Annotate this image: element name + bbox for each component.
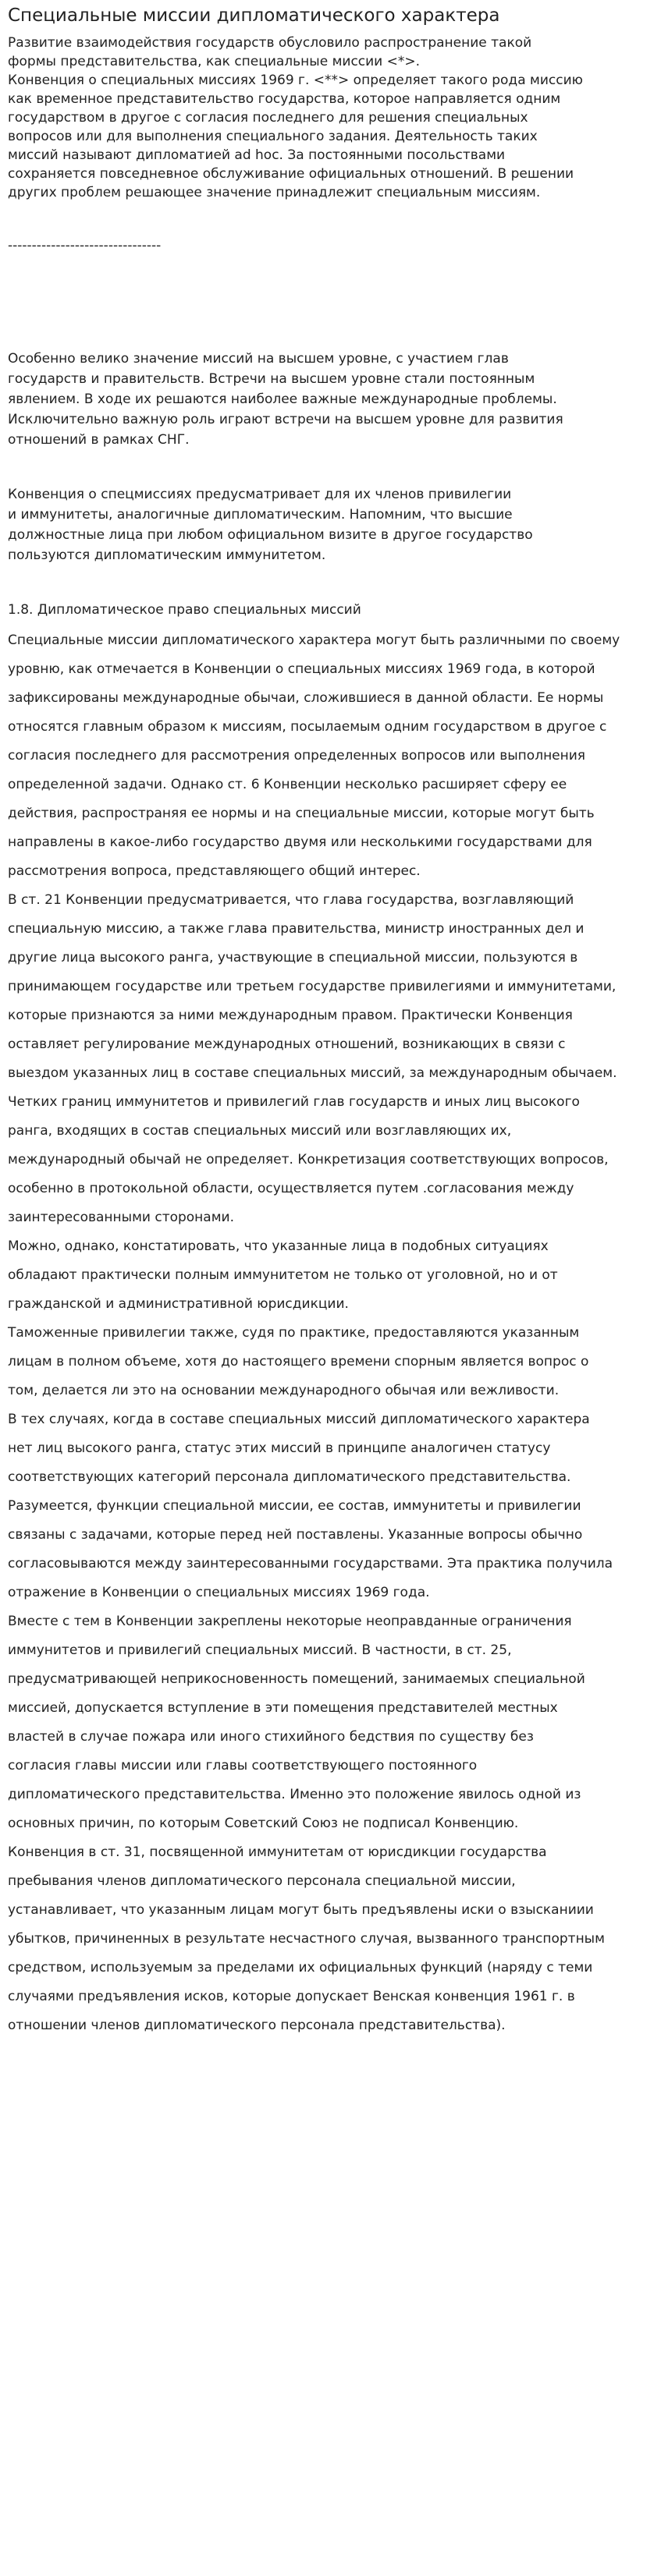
section-line: обладают практически полным иммунитетом не только от уголовной, но и от: [8, 1267, 558, 1283]
section-line: зафиксированы международные обычаи, сложившиеся в данной области. Ее нормы: [8, 690, 604, 706]
section-line: другие лица высокого ранга, участвующие в специальной миссии, пользуются в: [8, 950, 578, 966]
section-line: гражданской и административной юрисдикции.: [8, 1296, 349, 1312]
intro-line: формы представительства, как специальные миссии <*>.: [8, 54, 421, 69]
section-line: ранга, входящих в состав специальных миссий или возглавляющих их,: [8, 1123, 512, 1139]
section-line: властей в случае пожара или иного стихийного бедствия по существу без: [8, 1729, 534, 1745]
section-line: отношении членов дипломатического персонала представительства).: [8, 2018, 506, 2033]
section-line: том, делается ли это на основании международного обычая или вежливости.: [8, 1383, 560, 1398]
section-line: миссией, допускается вступление в эти помещения представителей местных: [8, 1700, 558, 1716]
paragraph-line: государств и правительств. Встречи на высшем уровне стали постоянным: [8, 371, 535, 387]
paragraph-line: и иммунитеты, аналогичные дипломатическим. Напомним, что высшие: [8, 507, 513, 523]
section-line: Таможенные привилегии также, судя по практике, предоставляются указанным: [8, 1325, 580, 1341]
paragraph-line: Исключительно важную роль играют встречи на высшем уровне для развития: [8, 412, 563, 427]
intro-line: вопросов или для выполнения специального задания. Деятельность таких: [8, 129, 538, 144]
section-line: заинтересованными сторонами.: [8, 1210, 234, 1225]
section-line: иммунитетов и привилегий специальных миссий. В частности, в ст. 25,: [8, 1642, 512, 1658]
summits-paragraph: [8, 349, 649, 450]
section-line: особенно в протокольной области, осуществляется путем .согласования между: [8, 1181, 574, 1196]
convention-paragraph: [8, 484, 649, 565]
section-line: определенной задачи. Однако ст. 6 Конвенции несколько расширяет сферу ее: [8, 777, 567, 792]
section-line: принимающем государстве или третьем государстве привилегиями и иммунитетами,: [8, 979, 617, 994]
section-line: Разумеется, функции специальной миссии, ее состав, иммунитеты и привилегии: [8, 1498, 581, 1514]
document-title: Специальные миссии дипломатического характера: [8, 5, 500, 26]
blank-space: [8, 255, 649, 349]
section-line: направлены в какое-либо государство двумя или несколькими государствами для: [8, 834, 592, 850]
paragraph-line: пользуются дипломатическим иммунитетом.: [8, 547, 326, 563]
section-line: связаны с задачами, которые перед ней поставлены. Указанные вопросы обычно: [8, 1527, 583, 1543]
section-line: уровню, как отмечается в Конвенции о специальных миссиях 1969 года, в которой: [8, 661, 595, 677]
section-line: Четких границ иммунитетов и привилегий глав государств и иных лиц высокого: [8, 1094, 580, 1110]
section-line: специальную миссию, а также глава правительства, министр иностранных дел и: [8, 921, 585, 937]
section-line: убытков, причиненных в результате несчастного случая, вызванного транспортным: [8, 1931, 605, 1947]
section-heading: 1.8. Дипломатическое право специальных миссий: [8, 602, 361, 618]
footnote-divider: --------------------------------: [8, 238, 162, 253]
paragraph-line: Особенно велико значение миссий на высшем уровне, с участием глав: [8, 351, 509, 367]
intro-line: сохраняется повседневное обслуживание официальных отношений. В решении: [8, 166, 574, 182]
section-line: В тех случаях, когда в составе специальных миссий дипломатического характера: [8, 1412, 590, 1427]
intro-line: Развитие взаимодействия государств обусловило распространение такой: [8, 35, 532, 51]
section-line: согласовываются между заинтересованными государствами. Эта практика получила: [8, 1556, 613, 1571]
section-line: Конвенция в ст. 31, посвященной иммунитетам от юрисдикции государства: [8, 1844, 547, 1860]
section-line: дипломатического представительства. Именно это положение явилось одной из: [8, 1787, 581, 1802]
intro-line: как временное представительство государства, которое направляется одним: [8, 91, 561, 107]
section-line: Специальные миссии дипломатического характера могут быть различными по своему: [8, 632, 620, 648]
section-line: согласия главы миссии или главы соответствующего постоянного: [8, 1758, 478, 1773]
section-line: нет лиц высокого ранга, статус этих миссий в принципе аналогичен статусу: [8, 1440, 551, 1456]
section-line: относятся главным образом к миссиям, посылаемым одним государством в другое с: [8, 719, 607, 735]
intro-line: государством в другое с согласия последнего для решения специальных: [8, 110, 528, 126]
section-line: пребывания членов дипломатического персонала специальной миссии,: [8, 1873, 516, 1889]
section-line: случаями предъявления исков, которые допускает Венская конвенция 1961 г. в: [8, 1989, 575, 2004]
section-body: [8, 626, 649, 2040]
paragraph-line: отношений в рамках СНГ.: [8, 432, 190, 448]
paragraph-line: Конвенция о спецмиссиях предусматривает для их членов привилегии: [8, 487, 512, 502]
section-line: средством, используемым за пределами их официальных функций (наряду с теми: [8, 1960, 593, 1975]
section-line: предусматривающей неприкосновенность помещений, занимаемых специальной: [8, 1671, 585, 1687]
section-line: согласия последнего для рассмотрения определенных вопросов или выполнения: [8, 748, 586, 764]
paragraph-line: должностные лица при любом официальном визите в другое государство: [8, 527, 533, 543]
section-line: Можно, однако, констатировать, что указанные лица в подобных ситуациях: [8, 1238, 549, 1254]
section-line: устанавливает, что указанным лицам могут быть предъявлены иски о взысканиии: [8, 1902, 594, 1918]
intro-line: миссий называют дипломатией ad hoc. За постоянными посольствами: [8, 147, 506, 163]
paragraph-line: явлением. В ходе их решаются наиболее важные международные проблемы.: [8, 392, 557, 407]
section-line: отражение в Конвенции о специальных миссиях 1969 года.: [8, 1585, 430, 1600]
section-line: международный обычай не определяет. Конкретизация соответствующих вопросов,: [8, 1152, 609, 1168]
intro-line: Конвенция о специальных миссиях 1969 г. <**> определяет такого рода миссию: [8, 73, 583, 88]
section-line: соответствующих категорий персонала дипломатического представительства.: [8, 1469, 571, 1485]
section-line: рассмотрения вопроса, представляющего общий интерес.: [8, 863, 421, 879]
section-line: В ст. 21 Конвенции предусматривается, что глава государства, возглавляющий: [8, 892, 574, 908]
section-line: выездом указанных лиц в составе специальных миссий, за международным обычаем.: [8, 1065, 617, 1081]
section-line: основных причин, по которым Советский Союз не подписал Конвенцию.: [8, 1816, 519, 1831]
section-line: лицам в полном объеме, хотя до настоящего времени спорным является вопрос о: [8, 1354, 589, 1369]
section-line: которые признаются за ними международным правом. Практически Конвенция: [8, 1008, 573, 1023]
section-line: действия, распространяя ее нормы и на специальные миссии, которые могут быть: [8, 806, 595, 821]
section-line: Вместе с тем в Конвенции закреплены некоторые неоправданные ограничения: [8, 1614, 572, 1629]
intro-paragraph: [8, 34, 649, 202]
section-line: оставляет регулирование международных отношений, возникающих в связи с: [8, 1036, 566, 1052]
intro-line: других проблем решающее значение принадлежит специальным миссиям.: [8, 185, 541, 200]
